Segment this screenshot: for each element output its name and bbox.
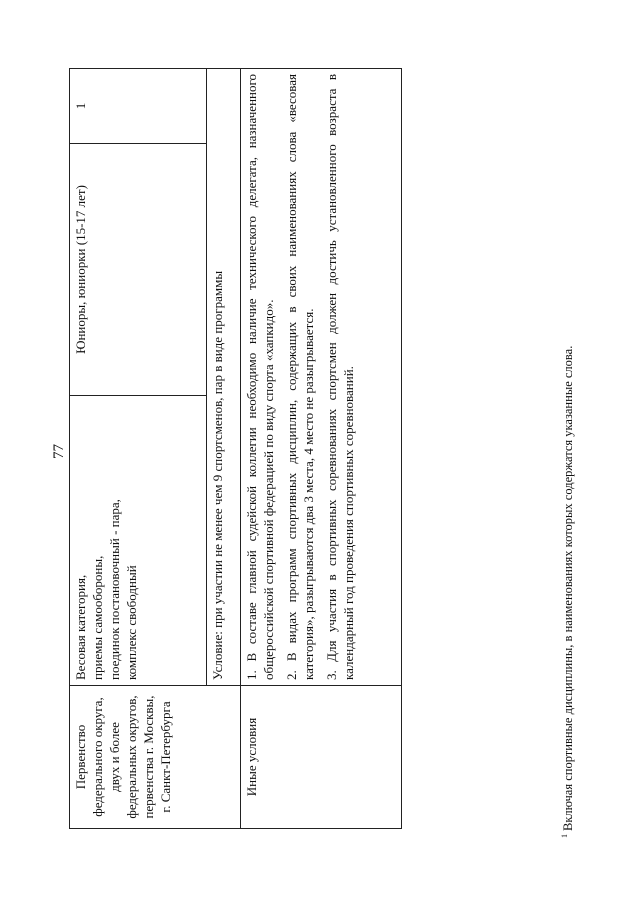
condition-note: 3. Для участия в спортивных соревнованиях спортсмен должен достичь установленного возраста в календарный год проведения спортивных соревнований. [324, 74, 356, 680]
table-row [241, 69, 402, 829]
other-conditions-cell [241, 69, 402, 686]
quantity-cell: 1 [70, 69, 207, 144]
weight-line: приемы самообороны, [90, 555, 105, 680]
competition-table [69, 68, 402, 829]
weight-line: Весовая категория, [73, 574, 88, 680]
footnote-marker: 1 [560, 834, 569, 838]
other-conditions-label: Иные условия [241, 686, 402, 829]
condition-note: 2. В видах программ спортивных дисциплин, содержащих в своих наименованиях слова «весовая категория», разыгрываются два 3 места, 4 место не разыгрывается. [284, 74, 316, 680]
table-row [70, 69, 207, 829]
footnote-text: Включая спортивные дисциплины, в наименованиях которых содержатся указанные слова. [561, 345, 575, 831]
weight-line: поединок постановочный - пара, [107, 499, 122, 680]
footnote [560, 38, 576, 838]
condition-cell: Условие: при участии не менее чем 9 спортсменов, пар в виде программы [207, 69, 241, 686]
weight-category-cell [70, 396, 207, 686]
championship-cell: Первенство федерального округа, двух и более федеральных округов, первенства г. Москвы, г. Санкт-Петербурга [70, 686, 241, 829]
page-number: 77 [51, 444, 67, 459]
condition-note: 1. В составе главной судейской коллегии необходимо наличие технического делегата, назначенного общероссийской спортивной федерацией по виду спорта «хапкидо». [244, 74, 276, 680]
weight-line: комплекс свободный [124, 565, 139, 680]
age-group-cell: Юниоры, юниорки (15-17 лет) [70, 144, 207, 396]
